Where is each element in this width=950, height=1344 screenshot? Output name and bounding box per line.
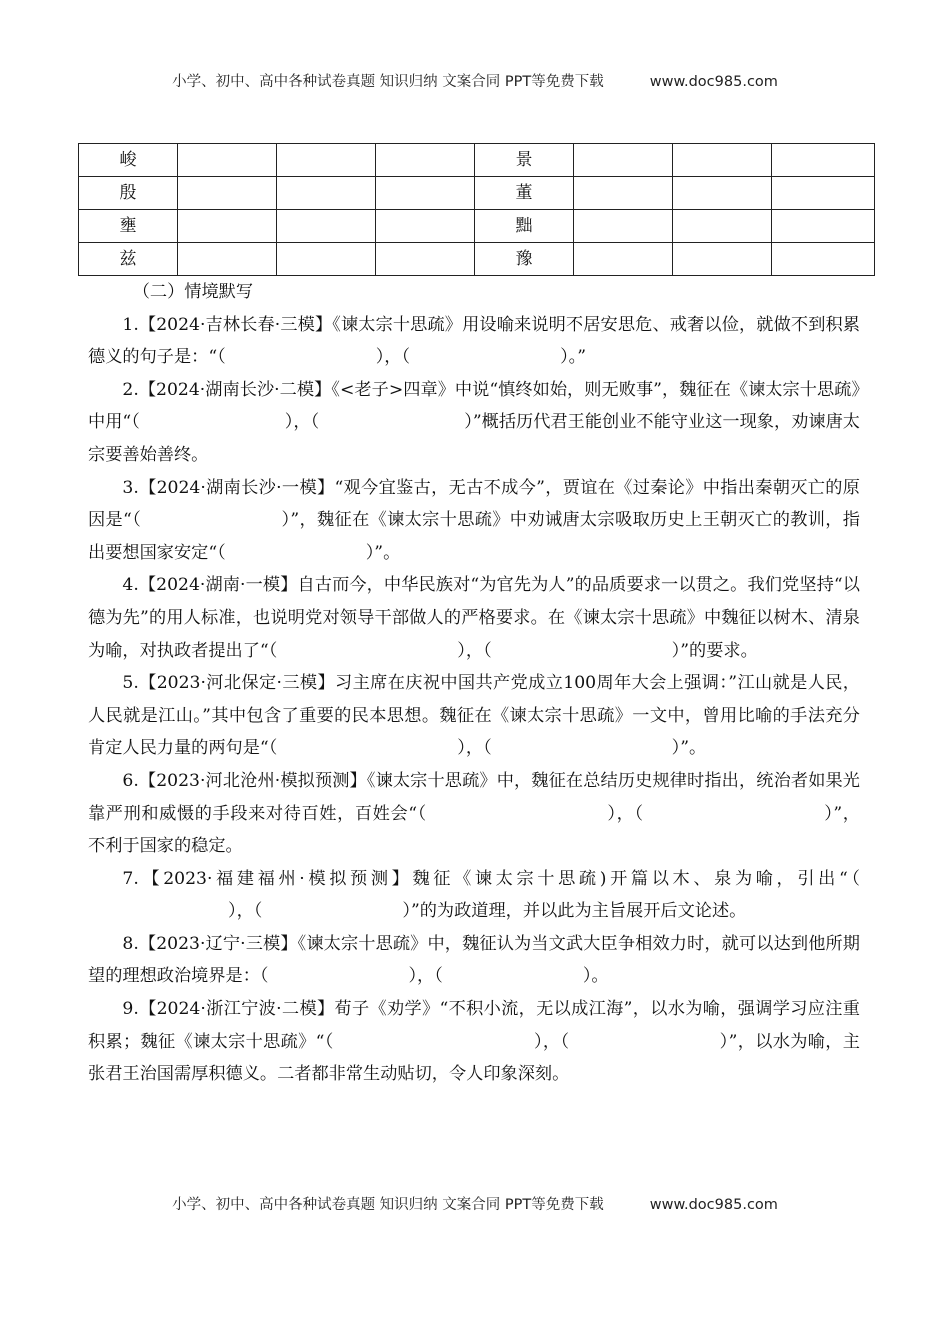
answer-cell[interactable] <box>376 243 475 276</box>
answer-cell[interactable] <box>277 177 376 210</box>
answer-cell[interactable] <box>376 210 475 243</box>
table-row <box>79 243 875 276</box>
answer-cell[interactable] <box>376 177 475 210</box>
answer-cell[interactable] <box>178 144 277 177</box>
question-4: 4.【2024·湖南·一模】自古而今，中华民族对“为官先为人”的品质要求一以贯之。我们党坚持“以德为先”的用人标准，也说明党对领导干部做人的严格要求。在《谏太宗十思疏》中魏征以树木、清泉为喻，对执政者提出了“（ ），（ ）”的要求。 <box>88 575 860 661</box>
answer-cell[interactable] <box>772 243 875 276</box>
answer-cell[interactable] <box>574 210 673 243</box>
answer-cell[interactable] <box>673 210 772 243</box>
answer-cell[interactable] <box>574 144 673 177</box>
char-cell: 兹 <box>79 243 178 276</box>
table-row <box>79 210 875 243</box>
answer-cell[interactable] <box>574 243 673 276</box>
answer-cell[interactable] <box>772 210 875 243</box>
question-2: 2.【2024·湖南长沙·二模】《<老子>四章》中说“慎终如始，则无败事”，魏征在《谏太宗十思疏》中用“（ ），（ ）”概括历代君王能创业不能守业这一现象，劝谏唐太宗要善始善终。 <box>88 379 860 465</box>
character-table <box>78 143 875 276</box>
answer-cell[interactable] <box>178 210 277 243</box>
page-header <box>0 70 950 91</box>
footer-slogan: 小学、初中、高中各种试卷真题 知识归纳 文案合同 PPT等免费下载 <box>172 1197 604 1213</box>
answer-cell[interactable] <box>178 177 277 210</box>
exercise-content <box>88 276 860 1091</box>
header-slogan: 小学、初中、高中各种试卷真题 知识归纳 文案合同 PPT等免费下载 <box>172 74 604 90</box>
char-cell: 黜 <box>475 210 574 243</box>
answer-cell[interactable] <box>178 243 277 276</box>
header-site-link[interactable]: www.doc985.com <box>649 74 778 90</box>
question-5: 5.【2023·河北保定·三模】习主席在庆祝中国共产党成立100周年大会上强调：”江山就是人民，人民就是江山。”其中包含了重要的民本思想。魏征在《谏太宗十思疏》一文中，曾用比喻的手法充分肯定人民力量的两句是“（ ），（ ）”。 <box>88 673 860 759</box>
answer-cell[interactable] <box>673 243 772 276</box>
question-1: 1.【2024·吉林长春·三模】《谏太宗十思疏》用设喻来说明不居安思危、戒奢以俭，就做不到积累德义的句子是：“（ ），（ ）。” <box>88 314 860 368</box>
answer-cell[interactable] <box>277 243 376 276</box>
section-title: （二）情境默写 <box>132 282 254 302</box>
footer-site-link[interactable]: www.doc985.com <box>649 1197 778 1213</box>
answer-cell[interactable] <box>673 144 772 177</box>
char-cell: 豫 <box>475 243 574 276</box>
answer-cell[interactable] <box>772 177 875 210</box>
answer-cell[interactable] <box>772 144 875 177</box>
question-6: 6.【2023·河北沧州·模拟预测】《谏太宗十思疏》中，魏征在总结历史规律时指出，统治者如果光靠严刑和威慑的手段来对待百姓，百姓会“（ ），（ ）”，不利于国家的稳定。 <box>88 770 860 857</box>
char-cell: 峻 <box>79 144 178 177</box>
char-cell: 景 <box>475 144 574 177</box>
question-7: 7.【2023·福建福州·模拟预测】魏征《谏太宗十思疏)开篇以木、泉为喻，引出“（），（ ）”的为政道理，并以此为主旨展开后文论述。 <box>122 868 860 922</box>
question-9: 9.【2024·浙江宁波·二模】荀子《劝学》“不积小流，无以成江海”，以水为喻，强调学习应注重积累；魏征《谏太宗十思疏》“（ ），（ ）”，以水为喻，主张君王治国需厚积德义。二者都非常生动贴切，令人印象深刻。 <box>88 999 860 1085</box>
question-8: 8.【2023·辽宁·三模】《谏太宗十思疏》中，魏征认为当文武大臣争相效力时，就可以达到他所期望的理想政治境界是：（ ），（ ）。 <box>88 933 860 987</box>
table-row <box>79 177 875 210</box>
char-cell: 壅 <box>79 210 178 243</box>
answer-cell[interactable] <box>277 210 376 243</box>
char-cell: 殷 <box>79 177 178 210</box>
table-row <box>79 144 875 177</box>
question-3: 3.【2024·湖南长沙·一模】“观今宜鉴古，无古不成今”，贾谊在《过秦论》中指出秦朝灭亡的原因是“（ ）”，魏征在《谏太宗十思疏》中劝诫唐太宗吸取历史上王朝灭亡的教训，指出要想国家安定“（ ）”。 <box>88 477 860 563</box>
answer-cell[interactable] <box>574 177 673 210</box>
answer-cell[interactable] <box>277 144 376 177</box>
answer-cell[interactable] <box>376 144 475 177</box>
answer-cell[interactable] <box>673 177 772 210</box>
char-cell: 董 <box>475 177 574 210</box>
page-footer <box>0 1193 950 1214</box>
